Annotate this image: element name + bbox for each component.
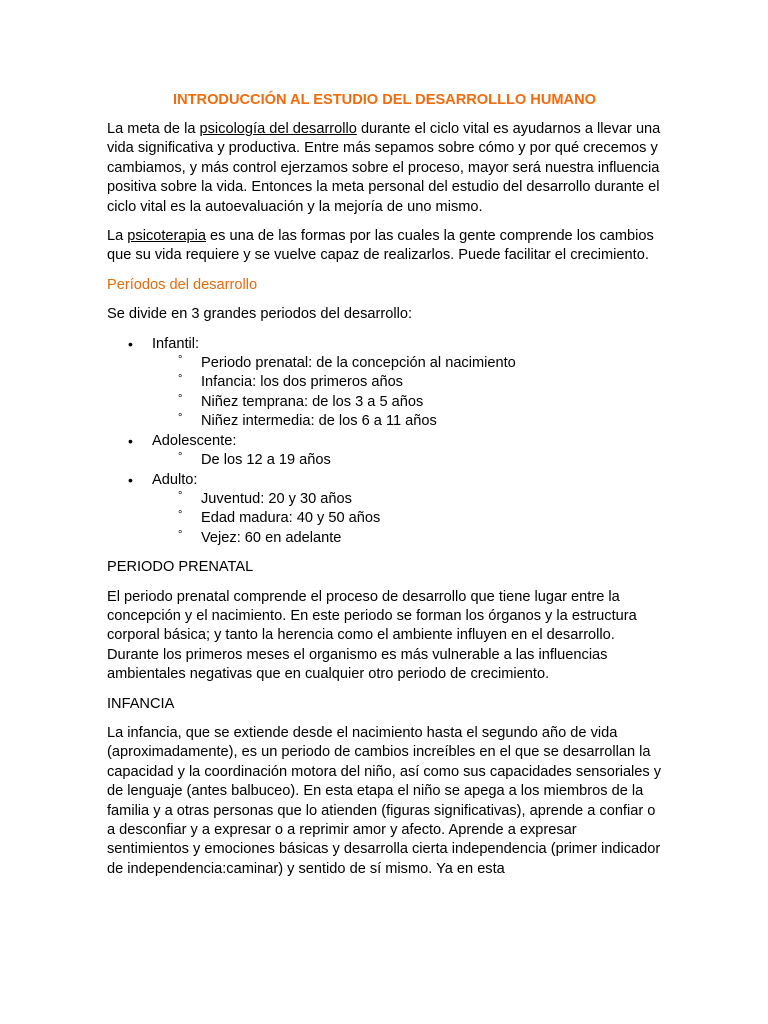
infancia-paragraph: La infancia, que se extiende desde el nacimiento hasta el segundo año de vida (aproximadamente), es un periodo de cambios increíbles en el que se desarrollan la capacidad y la coordinación motora del niño, así como sus capacidades sensoriales y de lenguaje (antes balbuceo). En esta etapa el niño se apega a los miembros de la familia y a otras personas que lo atienden (figuras significativas), aprende a confiar o a desconfiar y a expresar o a reprimir amor y afecto. Aprende a expresar sentimientos y emociones básicas y desarrolla cierta independencia (primer indicador de independencia:caminar) y sentido de sí mismo. Ya en esta <box>107 724 662 877</box>
degree-bullet-icon: ° <box>178 451 183 464</box>
degree-bullet-icon: ° <box>178 509 183 522</box>
prenatal-paragraph: El periodo prenatal comprende el proceso de desarrollo que tiene lugar entre la concepción y el nacimiento. En este periodo se forman los órganos y la estructura corporal básica; y tanto la herencia como el ambiente influyen en el desarrollo. Durante los primeros meses el organismo es más vulnerable a las influencias ambientales negativas que en cualquier otro periodo de crecimiento. <box>107 588 637 683</box>
list-item-text: Juventud: 20 y 30 años <box>201 490 352 507</box>
intro-p1-text-a: La meta de la <box>107 121 200 137</box>
period-group-adulto <box>107 471 662 549</box>
period-sublist <box>152 354 662 432</box>
list-item <box>152 373 662 392</box>
list-item-text: Edad madura: 40 y 50 años <box>201 510 381 527</box>
document-title: INTRODUCCIÓN AL ESTUDIO DEL DESARROLLLO HUMANO <box>173 92 596 108</box>
list-item <box>152 529 662 548</box>
list-item <box>152 393 662 412</box>
period-sublist <box>152 451 662 470</box>
list-item <box>152 412 662 431</box>
intro-paragraph-1 <box>107 120 662 217</box>
list-item-text: Infancia: los dos primeros años <box>201 374 403 391</box>
period-group-infantil <box>107 335 662 432</box>
bullet-icon: • <box>128 471 133 488</box>
list-item-text: Periodo prenatal: de la concepción al nacimiento <box>201 355 516 372</box>
bullet-icon: • <box>128 335 133 352</box>
list-item <box>152 509 662 528</box>
degree-bullet-icon: ° <box>178 354 183 367</box>
period-group-adolescente <box>107 432 662 471</box>
list-item-text: Niñez temprana: de los 3 a 5 años <box>201 393 424 410</box>
list-item-text: Niñez intermedia: de los 6 a 11 años <box>201 413 437 430</box>
psicologia-del-desarrollo-link[interactable]: psicología del desarrollo <box>199 121 357 137</box>
period-sublist <box>152 490 662 548</box>
periods-list <box>107 335 662 548</box>
period-group-label: Adulto: <box>152 471 198 488</box>
list-item <box>152 490 662 509</box>
list-item <box>152 451 662 470</box>
list-item-text: De los 12 a 19 años <box>201 452 331 469</box>
intro-paragraph-2 <box>107 227 662 266</box>
psicoterapia-link[interactable]: psicoterapia <box>127 228 206 245</box>
intro-p2-text-a: La <box>107 228 128 245</box>
intro-p1-text-b: durante el ciclo vital es ayudarnos a llevar una vida significativa y productiva. Entre más sepamos sobre cómo y por qué crecemos y cambiamos, y más control ejerzamos sobre el proceso, mayor será nuestra influencia positiva sobre la vida. Entonces la meta personal del estudio del desarrollo durante el ciclo vital es la autoevaluación y la mejoría de uno mismo. <box>107 121 661 215</box>
intro-p2-text-b: es una de las formas por las cuales la gente comprende los cambios que su vida requiere y se vuelve capaz de realizarlos. Puede facilitar el crecimiento. <box>107 228 654 264</box>
degree-bullet-icon: ° <box>178 528 183 541</box>
degree-bullet-icon: ° <box>178 392 183 405</box>
periods-lead: Se divide en 3 grandes periodos del desarrollo: <box>107 306 413 323</box>
period-group-label: Adolescente: <box>152 432 237 449</box>
list-item-text: Vejez: 60 en adelante <box>201 529 342 546</box>
infancia-heading: INFANCIA <box>107 695 175 712</box>
period-group-label: Infantil: <box>152 335 200 352</box>
bullet-icon: • <box>128 432 133 449</box>
degree-bullet-icon: ° <box>178 489 183 502</box>
degree-bullet-icon: ° <box>178 412 183 425</box>
prenatal-heading: PERIODO PRENATAL <box>107 559 254 576</box>
degree-bullet-icon: ° <box>178 373 183 386</box>
periods-heading: Períodos del desarrollo <box>107 276 258 293</box>
list-item <box>152 354 662 373</box>
